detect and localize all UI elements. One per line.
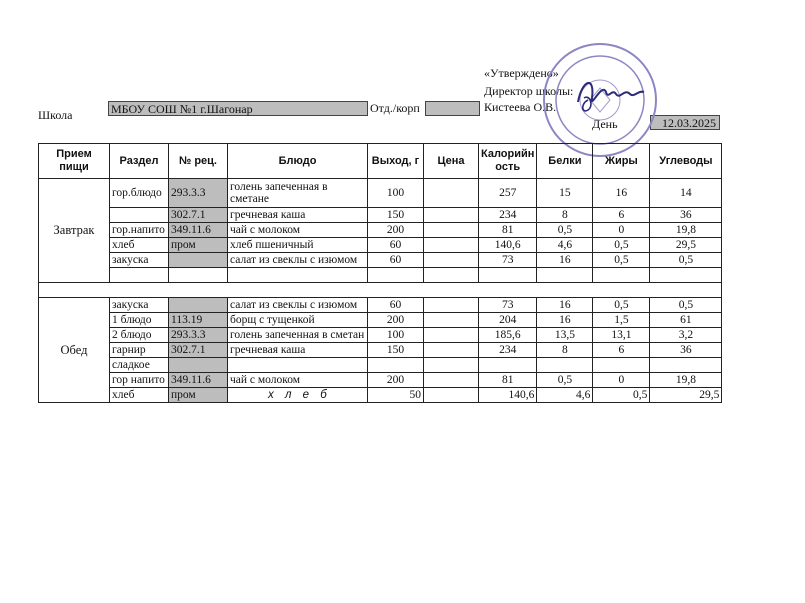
dish-cell: х л е б: [228, 388, 368, 403]
fat-cell: 1,5: [593, 313, 650, 328]
column-header: Жиры: [593, 144, 650, 179]
kcal-cell: 73: [479, 298, 537, 313]
empty-cell: [650, 268, 722, 283]
column-header: Цена: [424, 144, 479, 179]
dish-cell: борщ с тущенкой: [228, 313, 368, 328]
carb-cell: 0,5: [650, 253, 722, 268]
protein-cell: 15: [537, 179, 593, 208]
output-cell: [368, 358, 424, 373]
carb-cell: 0,5: [650, 298, 722, 313]
empty-cell: [479, 268, 537, 283]
dish-cell: голень запеченная в сметане: [228, 179, 368, 208]
separator-cell: [39, 283, 722, 298]
table-row: [39, 358, 722, 373]
table-row-empty: [39, 268, 722, 283]
protein-cell: 13,5: [537, 328, 593, 343]
school-name-field: МБОУ СОШ №1 г.Шагонар: [108, 101, 368, 116]
dish-cell: гречневая каша: [228, 343, 368, 358]
school-label: Школа: [38, 108, 73, 122]
output-cell: 200: [368, 373, 424, 388]
table-row: [39, 343, 722, 358]
table-row: [39, 298, 722, 313]
recipe-code: [169, 253, 228, 268]
carb-cell: 19,8: [650, 223, 722, 238]
fat-cell: 0: [593, 223, 650, 238]
protein-cell: 0,5: [537, 223, 593, 238]
empty-cell: [169, 268, 228, 283]
column-header: Калорийн ость: [479, 144, 537, 179]
kcal-cell: [479, 358, 537, 373]
recipe-code: пром: [169, 238, 228, 253]
day-label: День: [592, 117, 618, 131]
price-cell: [424, 253, 479, 268]
dish-cell: чай с молоком: [228, 223, 368, 238]
fat-cell: 0,5: [593, 238, 650, 253]
price-cell: [424, 328, 479, 343]
kcal-cell: 234: [479, 208, 537, 223]
kcal-cell: 73: [479, 253, 537, 268]
date-field: 12.03.2025: [650, 115, 720, 130]
section-cell: хлеб: [110, 388, 169, 403]
dish-cell: салат из свеклы с изюмом: [228, 298, 368, 313]
section-cell: гарнир: [110, 343, 169, 358]
dish-cell: чай с молоком: [228, 373, 368, 388]
recipe-code: 302.7.1: [169, 343, 228, 358]
section-cell: хлеб: [110, 238, 169, 253]
section-cell: 2 блюдо: [110, 328, 169, 343]
price-cell: [424, 208, 479, 223]
director-label: Директор школы:: [484, 84, 574, 98]
protein-cell: [537, 358, 593, 373]
output-cell: 100: [368, 179, 424, 208]
kcal-cell: 234: [479, 343, 537, 358]
price-cell: [424, 388, 479, 403]
approval-title: «Утверждено»: [484, 66, 559, 80]
fat-cell: 0: [593, 373, 650, 388]
output-cell: 200: [368, 313, 424, 328]
table-row: [39, 388, 722, 403]
dish-cell: [228, 358, 368, 373]
protein-cell: 4,6: [537, 238, 593, 253]
table-row: [39, 253, 722, 268]
carb-cell: 29,5: [650, 238, 722, 253]
director-name: Кистеева О.В.: [484, 100, 557, 114]
output-cell: 150: [368, 208, 424, 223]
empty-cell: [424, 268, 479, 283]
price-cell: [424, 238, 479, 253]
table-row: [39, 373, 722, 388]
output-cell: 200: [368, 223, 424, 238]
official-seal-icon: [540, 40, 660, 160]
recipe-code: 349.11.6: [169, 373, 228, 388]
kcal-cell: 140,6: [479, 238, 537, 253]
dept-label: Отд./корп: [370, 101, 420, 115]
empty-cell: [537, 268, 593, 283]
column-header: Выход, г: [368, 144, 424, 179]
section-cell: гор.напито: [110, 223, 169, 238]
output-cell: 60: [368, 238, 424, 253]
section-cell: сладкое: [110, 358, 169, 373]
table-row: [39, 238, 722, 253]
fat-cell: 6: [593, 208, 650, 223]
carb-cell: 61: [650, 313, 722, 328]
section-cell: закуска: [110, 298, 169, 313]
signature-icon: [578, 83, 644, 111]
section-cell: 1 блюдо: [110, 313, 169, 328]
protein-cell: 16: [537, 298, 593, 313]
section-cell: закуска: [110, 253, 169, 268]
table-row: [39, 179, 722, 208]
protein-cell: 16: [537, 313, 593, 328]
column-header: Раздел: [110, 144, 169, 179]
fat-cell: 0,5: [593, 298, 650, 313]
recipe-code: пром: [169, 388, 228, 403]
fat-cell: 13,1: [593, 328, 650, 343]
column-header: № рец.: [169, 144, 228, 179]
recipe-code: 293.3.3: [169, 328, 228, 343]
carb-cell: 36: [650, 343, 722, 358]
output-cell: 60: [368, 253, 424, 268]
price-cell: [424, 373, 479, 388]
kcal-cell: 257: [479, 179, 537, 208]
table-row: [39, 208, 722, 223]
output-cell: 50: [368, 388, 424, 403]
price-cell: [424, 358, 479, 373]
carb-cell: 36: [650, 208, 722, 223]
empty-cell: [228, 268, 368, 283]
carb-cell: 3,2: [650, 328, 722, 343]
table-row: [39, 328, 722, 343]
table-row: [39, 223, 722, 238]
carb-cell: 19,8: [650, 373, 722, 388]
carb-cell: 14: [650, 179, 722, 208]
kcal-cell: 140,6: [479, 388, 537, 403]
kcal-cell: 81: [479, 373, 537, 388]
recipe-code: 349.11.6: [169, 223, 228, 238]
kcal-cell: 81: [479, 223, 537, 238]
price-cell: [424, 313, 479, 328]
protein-cell: 16: [537, 253, 593, 268]
menu-table: [38, 143, 722, 403]
recipe-code: 302.7.1: [169, 208, 228, 223]
fat-cell: 0,5: [593, 388, 650, 403]
protein-cell: 8: [537, 343, 593, 358]
fat-cell: [593, 358, 650, 373]
table-separator: [39, 283, 722, 298]
fat-cell: 6: [593, 343, 650, 358]
column-header: Белки: [537, 144, 593, 179]
dish-cell: голень запеченная в сметан: [228, 328, 368, 343]
column-header: Углеводы: [650, 144, 722, 179]
empty-cell: [593, 268, 650, 283]
kcal-cell: 204: [479, 313, 537, 328]
carb-cell: 29,5: [650, 388, 722, 403]
section-cell: [110, 208, 169, 223]
recipe-code: 293.3.3: [169, 179, 228, 208]
fat-cell: 16: [593, 179, 650, 208]
recipe-code: [169, 298, 228, 313]
dept-field: [425, 101, 480, 116]
protein-cell: 4,6: [537, 388, 593, 403]
meal-lunch: Обед: [39, 298, 110, 403]
recipe-code: 113.19: [169, 313, 228, 328]
table-row: [39, 313, 722, 328]
dish-cell: салат из свеклы с изюмом: [228, 253, 368, 268]
protein-cell: 8: [537, 208, 593, 223]
kcal-cell: 185,6: [479, 328, 537, 343]
fat-cell: 0,5: [593, 253, 650, 268]
recipe-code: [169, 358, 228, 373]
output-cell: 150: [368, 343, 424, 358]
section-cell: гор.блюдо: [110, 179, 169, 208]
output-cell: 100: [368, 328, 424, 343]
price-cell: [424, 179, 479, 208]
section-cell: гор напито: [110, 373, 169, 388]
price-cell: [424, 298, 479, 313]
meal-breakfast: Завтрак: [39, 179, 110, 283]
protein-cell: 0,5: [537, 373, 593, 388]
dish-cell: хлеб пшеничный: [228, 238, 368, 253]
carb-cell: [650, 358, 722, 373]
table-header-row: [39, 144, 722, 179]
price-cell: [424, 343, 479, 358]
empty-cell: [368, 268, 424, 283]
price-cell: [424, 223, 479, 238]
dish-cell: гречневая каша: [228, 208, 368, 223]
output-cell: 60: [368, 298, 424, 313]
column-header: Прием пищи: [39, 144, 110, 179]
empty-cell: [110, 268, 169, 283]
column-header: Блюдо: [228, 144, 368, 179]
